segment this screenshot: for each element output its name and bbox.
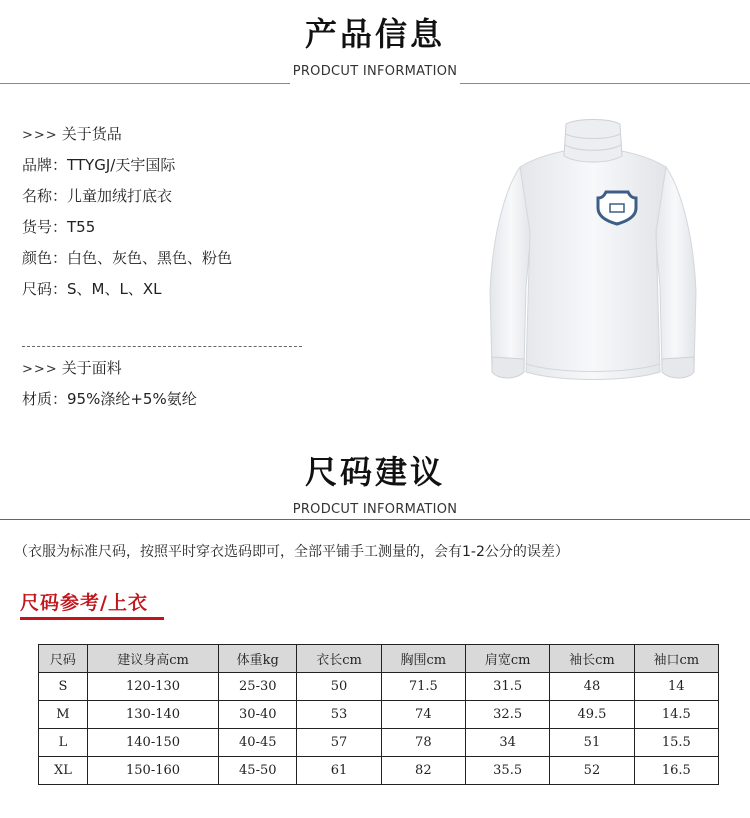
size-reference-underline: [20, 617, 164, 620]
table-cell: 14: [634, 673, 718, 701]
table-cell: 31.5: [465, 673, 549, 701]
goods-heading: >>> 关于货品: [22, 125, 122, 143]
table-cell: 57: [297, 729, 381, 757]
table-cell: 150-160: [87, 757, 218, 785]
table-cell: M: [39, 701, 88, 729]
table-cell: 40-45: [219, 729, 297, 757]
section-divider: [0, 519, 750, 520]
table-cell: S: [39, 673, 88, 701]
product-info-subtitle: PRODCUT INFORMATION: [292, 64, 458, 79]
header-rule-right: [460, 83, 750, 84]
table-row: [39, 757, 719, 785]
size-reference-title: 尺码参考/上衣: [20, 592, 148, 614]
table-cell: 74: [381, 701, 465, 729]
header-cell-length: 衣长cm: [297, 645, 381, 673]
arrow-glyph: >>>: [22, 362, 58, 377]
size-advice-header: [0, 452, 750, 518]
header-rule-left: [0, 83, 290, 84]
goods-row-color: 颜色：白色、灰色、黑色、粉色: [22, 249, 233, 267]
goods-row-sku: 货号：T55: [22, 218, 96, 236]
table-cell: 48: [550, 673, 634, 701]
arrow-glyph: >>>: [22, 128, 58, 143]
table-cell: XL: [39, 757, 88, 785]
table-cell: 51: [550, 729, 634, 757]
table-cell: 34: [465, 729, 549, 757]
table-cell: 50: [297, 673, 381, 701]
table-row: [39, 673, 719, 701]
dashed-divider: [22, 346, 302, 347]
shield-badge-icon: [598, 192, 636, 224]
table-cell: 82: [381, 757, 465, 785]
size-table: [38, 644, 719, 785]
goods-row-name: 名称：儿童加绒打底衣: [22, 187, 173, 205]
table-cell: 130-140: [87, 701, 218, 729]
header-cell-weight: 体重kg: [219, 645, 297, 673]
table-row: [39, 729, 719, 757]
table-cell: 61: [297, 757, 381, 785]
table-cell: 15.5: [634, 729, 718, 757]
table-cell: 78: [381, 729, 465, 757]
goods-row-size: 尺码：S、M、L、XL: [22, 280, 162, 298]
table-cell: 25-30: [219, 673, 297, 701]
table-cell: 35.5: [465, 757, 549, 785]
measurement-note: （衣服为标准尺码，按照平时穿衣选码即可，全部平铺手工测量的，会有1-2公分的误差）: [14, 544, 569, 560]
header-cell-sleeve: 袖长cm: [550, 645, 634, 673]
product-info-title: 产品信息: [304, 15, 445, 53]
header-cell-size: 尺码: [39, 645, 88, 673]
table-cell: 16.5: [634, 757, 718, 785]
table-cell: 49.5: [550, 701, 634, 729]
header-cell-height: 建议身高cm: [87, 645, 218, 673]
table-cell: 71.5: [381, 673, 465, 701]
header-cell-cuff: 袖口cm: [634, 645, 718, 673]
fabric-heading: >>> 关于面料: [22, 359, 122, 377]
white-turtleneck-shirt-image: [478, 112, 708, 392]
table-cell: 32.5: [465, 701, 549, 729]
table-cell: 140-150: [87, 729, 218, 757]
fabric-row-material: 材质：95%涤纶+5%氨纶: [22, 390, 197, 408]
table-header-row: [39, 645, 719, 673]
product-info-header: [0, 14, 750, 80]
size-advice-subtitle: PRODCUT INFORMATION: [292, 502, 458, 517]
header-cell-chest: 胸围cm: [381, 645, 465, 673]
table-row: [39, 701, 719, 729]
table-cell: L: [39, 729, 88, 757]
table-cell: 52: [550, 757, 634, 785]
size-advice-title: 尺码建议: [304, 453, 445, 491]
table-cell: 45-50: [219, 757, 297, 785]
table-cell: 53: [297, 701, 381, 729]
table-cell: 30-40: [219, 701, 297, 729]
goods-row-brand: 品牌：TTYGJ/天宇国际: [22, 156, 176, 174]
table-cell: 14.5: [634, 701, 718, 729]
table-cell: 120-130: [87, 673, 218, 701]
header-cell-shoulder: 肩宽cm: [465, 645, 549, 673]
